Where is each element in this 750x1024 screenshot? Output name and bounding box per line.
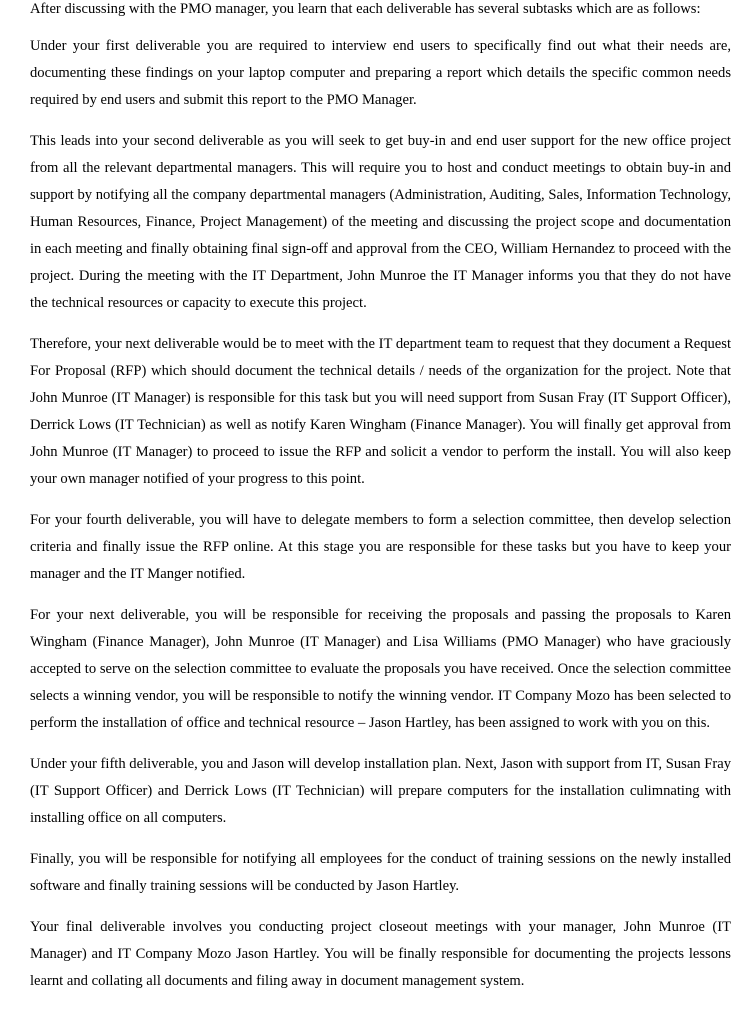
document-body bbox=[30, 0, 731, 1009]
intro-paragraph: After discussing with the PMO manager, you learn that each deliverable has several subtasks which are as follows: bbox=[30, 1, 701, 17]
paragraph-final-deliverable: Your final deliverable involves you conducting project closeout meetings with your manager, John Munroe (IT Manager) and IT Company Mozo Jason Hartley. You will be finally responsible for documenting the projects lessons learnt and collating all documents and filing away in document management system. bbox=[30, 919, 731, 989]
paragraph-second-deliverable: This leads into your second deliverable as you will seek to get buy-in and end user support for the new office project from all the relevant departmental managers. This will require you to host and conduct meetings to obtain buy-in and support by notifying all the company departmental managers (Administration, Auditing, Sales, Information Technology, Human Resources, Finance, Project Management) of the meeting and discussing the project scope and documentation in each meeting and finally obtaining final sign-off and approval from the CEO, William Hernandez to proceed with the project. During the meeting with the IT Department, John Munroe the IT Manager informs you that they do not have the technical resources or capacity to execute this project. bbox=[30, 133, 731, 311]
paragraph-fourth-deliverable: For your fourth deliverable, you will have to delegate members to form a selection committee, then develop selection criteria and finally issue the RFP online. At this stage you are responsible for these tasks but you have to keep your manager and the IT Manger notified. bbox=[30, 512, 731, 582]
paragraph-first-deliverable: Under your first deliverable you are required to interview end users to specifically find out what their needs are, documenting these findings on your laptop computer and preparing a report which details the specific common needs required by end users and submit this report to the PMO Manager. bbox=[30, 38, 731, 108]
paragraph-rfp-deliverable: Therefore, your next deliverable would be to meet with the IT department team to request that they document a Request For Proposal (RFP) which should document the technical details / needs of the organization for the project. Note that John Munroe (IT Manager) is responsible for this task but you will need support from Susan Fray (IT Support Officer), Derrick Lows (IT Technician) as well as notify Karen Wingham (Finance Manager). You will finally get approval from John Munroe (IT Manager) to proceed to issue the RFP and solicit a vendor to perform the install. You will also keep your own manager notified of your progress to this point. bbox=[30, 336, 731, 487]
paragraph-fifth-deliverable: Under your fifth deliverable, you and Jason will develop installation plan. Next, Jason with support from IT, Susan Fray (IT Support Officer) and Derrick Lows (IT Technician) will prepare computers for the installation culimnating with installing office on all computers. bbox=[30, 756, 731, 826]
paragraph-training: Finally, you will be responsible for notifying all employees for the conduct of training sessions on the newly installed software and finally training sessions will be conducted by Jason Hartley. bbox=[30, 851, 731, 894]
paragraph-proposals-deliverable: For your next deliverable, you will be responsible for receiving the proposals and passing the proposals to Karen Wingham (Finance Manager), John Munroe (IT Manager) and Lisa Williams (PMO Manager) who have graciously accepted to serve on the selection committee to evaluate the proposals you have received. Once the selection committee selects a winning vendor, you will be responsible to notify the winning vendor. IT Company Mozo has been selected to perform the installation of office and technical resource – Jason Hartley, has been assigned to work with you on this. bbox=[30, 607, 731, 731]
